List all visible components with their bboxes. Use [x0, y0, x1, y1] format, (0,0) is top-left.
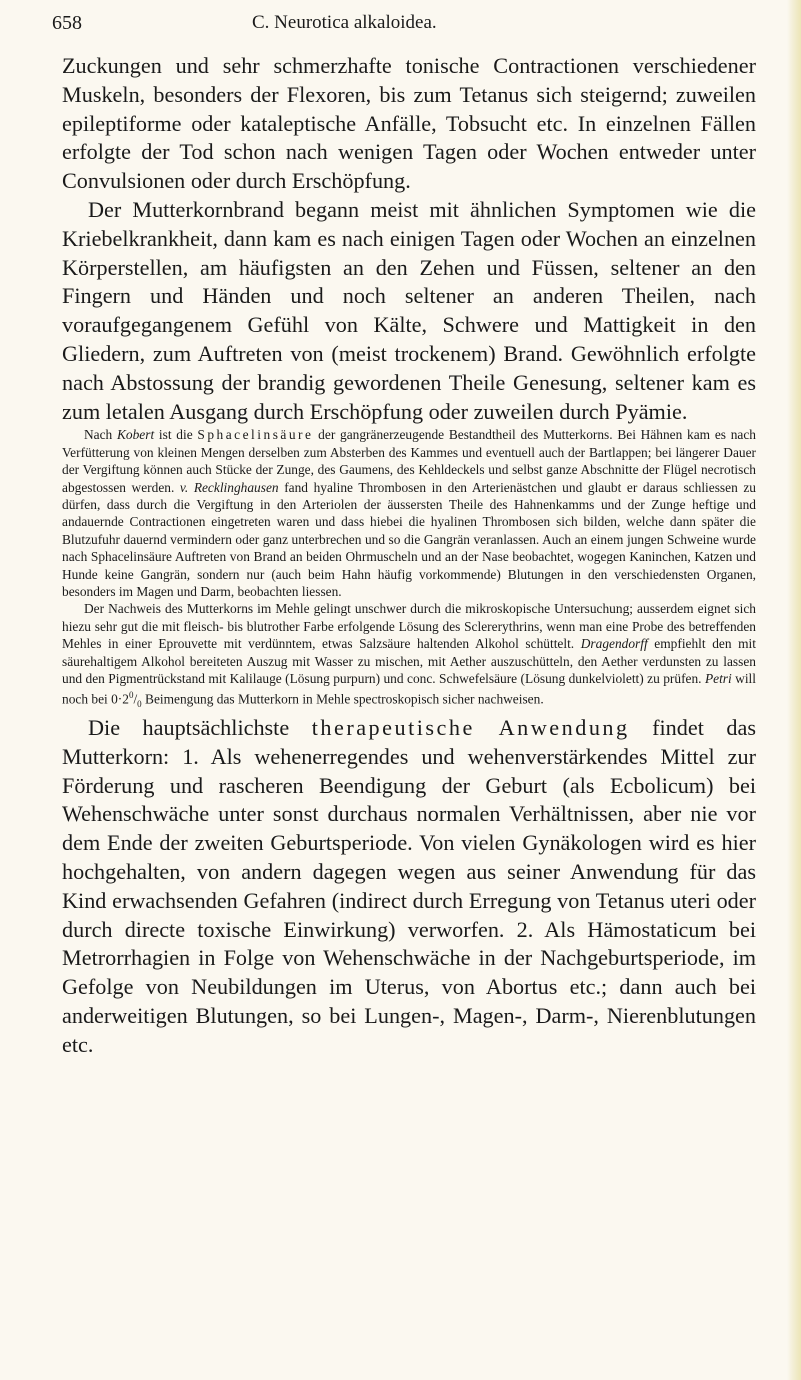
page-header [52, 12, 752, 40]
text-run: empfiehlt den mit säurehaltigem Alkohol bereiteten Auszug mit Wasser zu mischen, mit Aether auszuschütteln, den Aether verdunsten zu lassen und den Pigmentrückstand mit Kalilauge (Lösung purpurn) und conc. Schwefelsäure (Lösung dunkelviolett) zu prüfen. [62, 636, 756, 687]
percent-sup: 0 [128, 690, 134, 701]
text-run: findet das Mutterkorn: 1. Als wehenerregendes und wehenverstärkendes Mittel zur Förderung und rascheren Beendigung der Geburt (als Ecbolicum) bei Wehenschwäche unter sonst durchaus normalen Verhältnissen, aber nie vor dem Ende der zweiten Geburtsperiode. Von vielen Gynäkologen wird es hier hochgehalten, von andern dagegen wegen aus seiner Anwendung für das Kind erwachsenden Gefahren (indirect durch Erregung von Tetanus uteri oder durch directe toxische Einwirkung) verworfen. 2. Als Hämostaticum bei Metrorrhagien in Folge von Wehenschwäche in der Nachgeburtsperiode, im Gefolge von Neubildungen im Uterus, von Abortus etc.; dann auch bei anderweitigen Blutungen, so bei Lungen-, Magen-, Darm-, Nierenblutungen etc. [62, 715, 756, 1057]
text-run: Die hauptsächlichste [88, 715, 312, 740]
large-type-block-1 [62, 52, 756, 426]
page-edge-shading [787, 0, 801, 1380]
paragraph-sphacelinic-acid [62, 426, 756, 600]
text-run: Der Nachweis des Mutterkorns im Mehle gelingt unschwer durch die mikroskopische Untersuchung; ausserdem eignet sich hiezu sehr gut die mit fleisch- bis blutrother Farbe erfolgende Lösung des Sclererythrins, wenn man eine Probe des betreffenden Mehles in einer Eprouvette mit verdünntem, etwas Salzsäure haltenden Alkohol schüttelt. [62, 601, 756, 652]
running-head: C. Neurotica alkaloidea. [252, 12, 437, 33]
author-dragendorff: Dragendorff [580, 636, 648, 652]
paragraph-therapeutic-use [62, 714, 756, 1060]
paragraph-symptoms: Zuckungen und sehr schmerzhafte tonische Contractionen verschiedener Muskeln, besonders der Flexoren, bis zum Tetanus sich steigernd; zuweilen epileptiforme oder kataleptische Anfälle, Tobsucht etc. In einzelnen Fällen erfolgte der Tod schon nach wenigen Tagen oder Wochen entweder unter Convulsionen oder durch Erschöpfung. [62, 53, 756, 194]
page-number: 658 [52, 12, 82, 34]
paragraph-gangrene: Der Mutterkornbrand begann meist mit ähnlichen Symptomen wie die Kriebelkrankheit, dann kam es nach einigen Tagen oder Wochen an einzelnen Körperstellen, am häufigsten an den Zehen und Füssen, seltener an den Fingern und Händen und noch seltener an anderen Theilen, nach voraufgegangenem Gefühl von Kälte, Schwere und Mattigkeit in den Gliedern, zum Auftreten von (meist trockenem) Brand. Gewöhnlich erfolgte nach Abstossung der brandig gewordenen Theile Genesung, seltener kam es zum letalen Ausgang durch Erschöpfung oder zuweilen durch Pyämie. [62, 196, 756, 424]
main-text [62, 52, 756, 1060]
author-kobert: Kobert [116, 427, 155, 443]
paragraph-detection [62, 600, 756, 714]
text-run: ist die [154, 427, 198, 443]
term-sphacelinsaeure: Sphacelinsäure [197, 427, 314, 443]
author-petri: Petri [704, 671, 732, 687]
text-run: der gangränerzeugende Bestandtheil des Mutterkorns. Bei Hähnen kam es nach Verfütterung von kleinen Mengen derselben zum Absterben des Kammes und eventuell auch der Bartlappen; bei längerer Dauer der Vergiftung können auch Stücke der Zunge, des Gaumens, des Kehldeckels und selbst ganze Abschnitte der Flügel necrotisch abgestossen werden. [62, 427, 756, 495]
text-run: fand hyaline Thrombosen in den Arterienästchen und glaubt er daraus schliessen zu dürfen, dass durch die Vergiftung in den Arteriolen der äussersten Theile des Hahnenkamms und der Zunge heftige und andauernde Contractionen eingetreten waren und dass hiebei die hyalinen Thrombosen sich bilden, welche dann später die Blutzufuhr dauernd vermindern oder ganz unterbrechen und so die Gangrän veranlassen. Auch an einem jungen Schweine wurde nach Sphacelinsäure Auftreten von Brand an beiden Ohrmuscheln und an der Nase beobachtet, wogegen Kaninchen, Katzen und Hunde keine Gangrän, sondern nur (auch beim Hahn häufig vorkommende) Blutungen in den verschiedensten Organen, besonders im Magen und Darm, beobachten liessen. [62, 479, 757, 600]
large-type-block-2 [62, 714, 756, 1060]
term-therapeutische-anwendung: therapeutische Anwendung [311, 715, 630, 740]
author-recklinghausen: v. Recklinghausen [179, 479, 279, 495]
text-run: Beimengung das Mutterkorn in Mehle spectroskopisch sicher nachweisen. [141, 691, 544, 707]
text-run: will noch bei 0·2 [62, 671, 756, 707]
text-run: / [133, 691, 138, 707]
small-type-block [62, 426, 756, 714]
text-run: Nach [84, 427, 117, 443]
percent-sub: 0 [137, 699, 142, 710]
